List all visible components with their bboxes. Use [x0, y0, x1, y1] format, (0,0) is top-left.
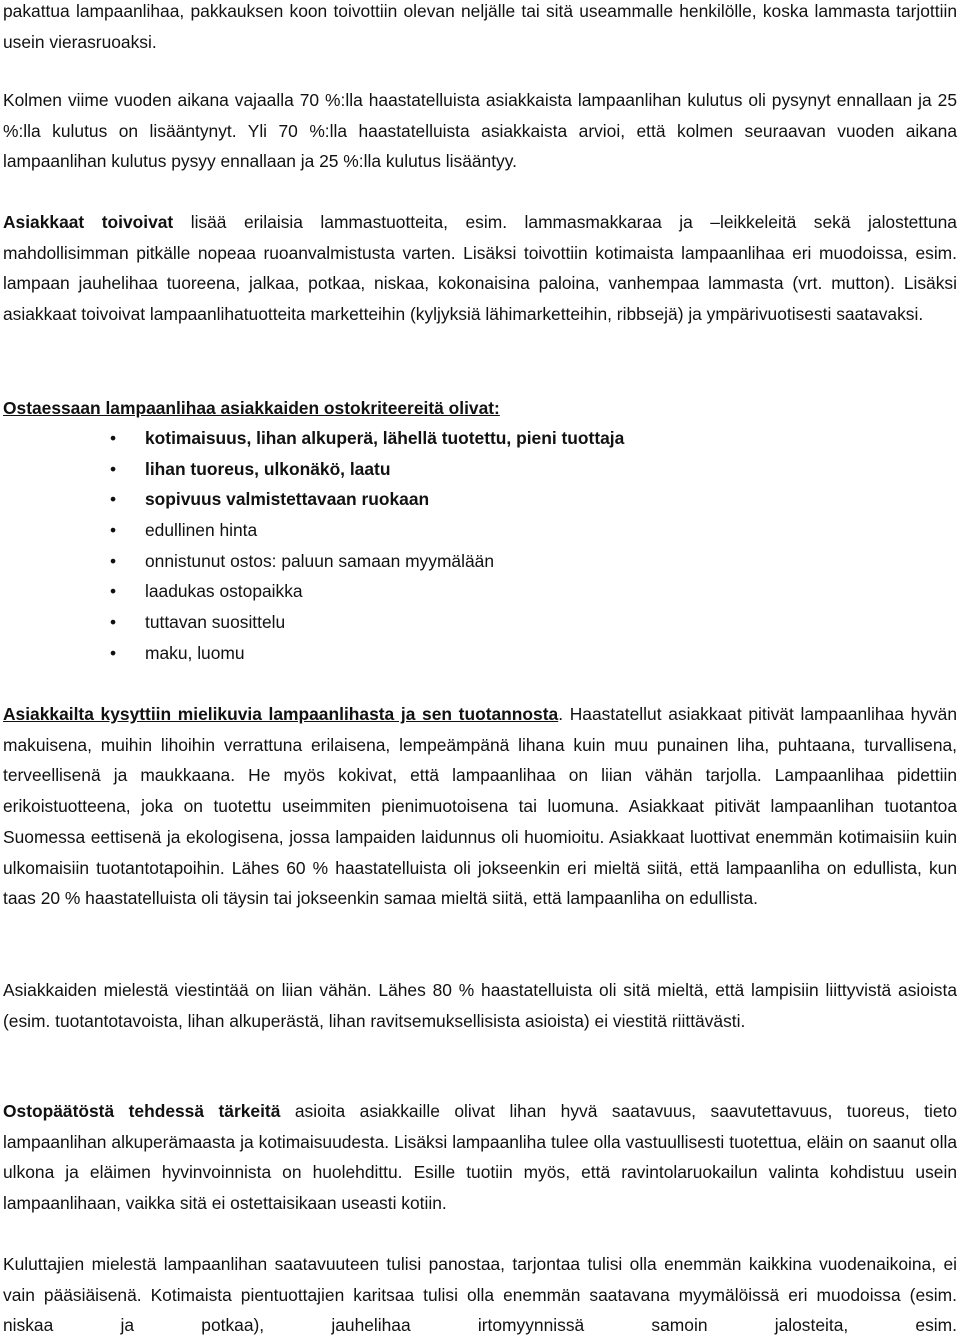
paragraph-perceptions [3, 699, 957, 914]
paragraph-text: lisää erilaisia lammastuotteita, esim. lammasmakkaraa ja –leikkeleitä sekä jalostettuna mahdollisimman pitkälle nopeaa ruoanvalmistusta varten. Lisäksi toivottiin kotimaista lampaanlihaa eri muodoissa, esim. lampaan jauhelihaa tuoreena, jalkaa, potkaa, niskaa, kokonaisina paloina, vanhempaa lammasta (vrt. mutton). Lisäksi asiakkaat toivoivat lampaanlihatuotteita marketteihin (kyljyksiä lähimarketteihin, ribbsejä) ja ympärivuotisesti saatavaksi. [3, 212, 957, 325]
paragraph-text: pakattua lampaanlihaa, pakkauksen koon toivottiin olevan neljälle tai sitä useammalle henkilölle, koska lammasta tarjottiin usein vierasruoaksi. [3, 1, 957, 52]
bullet-icon: • [110, 458, 117, 479]
bullet-icon: • [110, 428, 117, 448]
list-item-text: maku, luomu [145, 642, 245, 663]
bullet-icon: • [110, 581, 117, 602]
paragraph-text: Kolmen viime vuoden aikana vajaalla 70 %:lla haastatelluista asiakkaista lampaanlihan kulutus oli pysynyt ennallaan ja 25 %:lla kulutus on lisääntynyt. Yli 70 %:lla haastatelluista asiakkaista arvioi, että kolmen seuraavan vuoden aikana lampaanlihan kulutus pysyy ennallaan ja 25 %:lla kulutus lisääntyy. [3, 90, 957, 172]
list-item-text: lihan tuoreus, ulkonäkö, laatu [145, 458, 391, 479]
list-item-text: sopivuus valmistettavaan ruokaan [145, 489, 430, 510]
paragraph-bold-underlined-lead: Asiakkailta kysyttiin mielikuvia lampaanlihasta ja sen tuotannosta [3, 704, 559, 724]
paragraph-text: Asiakkaiden mielestä viestintää on liian vähän. Lähes 80 % haastatelluista oli sitä mieltä, että lampisiin liittyvistä asioista (esim. tuotantotavoista, lihan alkuperästä, lihan ravitsemuksellisista asioista) ei viestitä riittävästi. [3, 980, 957, 1031]
list-item-text: onnistunut ostos: paluun samaan myymälään [145, 550, 494, 571]
criteria-list [0, 423, 624, 669]
paragraph-bold-lead: Ostopäätöstä tehdessä tärkeitä [3, 1101, 281, 1121]
list-item [0, 576, 624, 607]
list-item-text: edullinen hinta [145, 520, 258, 541]
list-item [0, 546, 624, 577]
paragraph-text: Kuluttajien mielestä lampaanlihan saatavuuteen tulisi panostaa, tarjontaa tulisi olla enemmän kaikkina vuodenaikoina, ei vain pääsiäisenä. Kotimaista pientuottajien karitsaa tulisi olla enemmän saatavana myymälöissä eri muodoissa (esim. niskaa ja potkaa), jauhelihaa irtomyynnissä samoin jalosteita, esim. [3, 1254, 957, 1336]
list-item-text: kotimaisuus, lihan alkuperä, lähellä tuotettu, pieni tuottaja [145, 428, 625, 448]
list-item-text: laadukas ostopaikka [145, 581, 303, 602]
list-item [0, 484, 624, 515]
paragraph-bold-lead: Asiakkaat toivoivat [3, 212, 174, 232]
bullet-icon: • [110, 550, 117, 571]
list-item [0, 423, 624, 454]
paragraph-text: asioita asiakkaille olivat lihan hyvä saatavuus, saavutettavuus, tuoreus, tieto lampaanlihan alkuperämaasta ja kotimaisuudesta. Lisäksi lampaanliha tulee olla vastuullisesti tuotettua, eläin on saanut olla ulkona ja eläimen hyvinvoinnista on huolehdittu. Esille tuotiin myös, että ravintolaruokailun valinta kohdistuu usein lampaanlihaan, vaikka sitä ei ostettaisikaan useasti kotiin. [3, 1101, 958, 1214]
list-item [0, 515, 624, 546]
criteria-heading: Ostaessaan lampaanlihaa asiakkaiden ostokriteereitä olivat: [3, 398, 500, 418]
bullet-icon: • [110, 520, 117, 541]
bullet-icon: • [110, 612, 117, 633]
paragraph-purchase-decision [3, 1096, 957, 1219]
list-item-text: tuttavan suosittelu [145, 612, 286, 633]
bullet-icon: • [110, 642, 117, 663]
list-item [0, 638, 624, 669]
paragraph-communication [3, 975, 957, 1036]
list-item [0, 454, 624, 485]
list-item [0, 607, 624, 638]
paragraph-guest-meal [3, 0, 957, 57]
paragraph-availability [3, 1249, 957, 1341]
paragraph-text: . Haastatellut asiakkaat pitivät lampaanlihaa hyvän makuisena, muihin lihoihin verrattuna erilaisena, lempeämpänä lihana kuin muu punainen liha, puhtaana, turvallisena, terveellisenä ja maukkaana. He myös kokivat, että lampaanlihaa on liian vähän tarjolla. Lampaanlihaa pidettiin erikoistuotteena, joka on tuotettu useimmiten pienimuotoisena tai luomuna. Asiakkaat pitivät lampaanlihan tuotantoa Suomessa eettisenä ja ekologisena, jossa lampaiden laidunnus oli huomioitu. Asiakkaat luottivat enemmän kotimaisiin kuin ulkomaisiin tuotantotapoihin. Lähes 60 % haastatelluista oli jokseenkin eri mieltä siitä, että lampaanliha on edullista, kun taas 20 % haastatelluista oli täysin tai jokseenkin samaa mieltä siitä, että lampaanliha on edullista. [3, 704, 957, 909]
paragraph-customer-wishes [3, 207, 957, 330]
bullet-icon: • [110, 489, 117, 510]
paragraph-consumption-trend [3, 85, 957, 177]
